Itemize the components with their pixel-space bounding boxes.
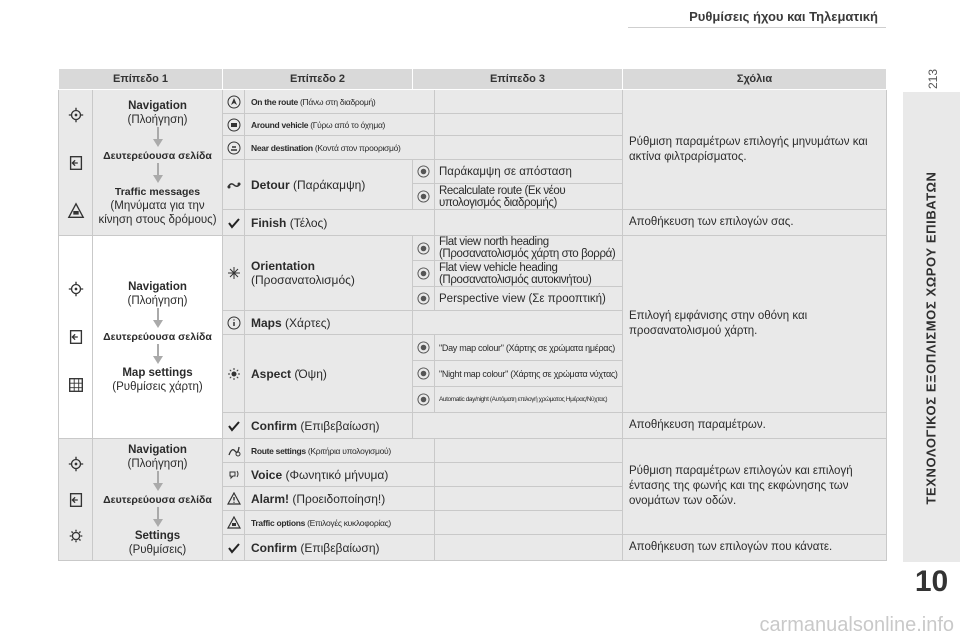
level1-page: Map settings xyxy=(122,367,193,379)
level2-item[interactable]: Confirm (Επιβεβαίωση) xyxy=(245,413,413,439)
navigation-icon[interactable] xyxy=(66,454,86,474)
down-arrow-icon xyxy=(97,163,218,185)
level3-empty xyxy=(435,210,623,236)
radio-icon[interactable] xyxy=(413,160,435,184)
level3-empty xyxy=(435,487,623,511)
aspect-icon[interactable] xyxy=(223,335,245,413)
level2-item[interactable]: Voice (Φωνητικό μήνυμα) xyxy=(245,463,435,487)
level2-item[interactable]: Traffic options (Επιλογές κυκλοφορίας) xyxy=(245,511,435,535)
around-vehicle-icon[interactable] xyxy=(223,114,245,136)
level3-empty xyxy=(435,511,623,535)
column-header: Σχόλια xyxy=(623,69,887,90)
level2-item[interactable]: Alarm! (Προειδοποίηση!) xyxy=(245,487,435,511)
level1-page-gr: (Μηνύματα για την κίνηση στους δρόμους) xyxy=(98,199,217,226)
level1-cell xyxy=(93,236,223,439)
level3-option[interactable]: Παράκαμψη σε απόσταση xyxy=(435,160,623,184)
settings-table xyxy=(58,68,887,561)
level3-option[interactable]: Perspective view (Σε προοπτική) xyxy=(435,287,623,311)
level3-empty xyxy=(435,439,623,463)
level1-title: Navigation xyxy=(128,281,187,293)
info-icon[interactable] xyxy=(223,311,245,335)
back-icon[interactable] xyxy=(66,327,86,347)
radio-icon[interactable] xyxy=(413,184,435,210)
level2-item[interactable]: Orientation (Προσανατολισμός) xyxy=(245,236,413,311)
level1-page-gr: (Ρυθμίσεις) xyxy=(128,543,187,556)
down-arrow-icon xyxy=(97,507,218,529)
level3-option[interactable]: Automatic day/night (Αυτόματη επιλογή χρώματος Ημέρας/Νύχτας) xyxy=(435,387,623,413)
level2-item[interactable]: Near destination (Κοντά στον προορισμό) xyxy=(245,136,435,160)
level1-page: Settings xyxy=(134,529,181,542)
comment-cell: Ρύθμιση παραμέτρων επιλογών και επιλογή έντασης της φωνής και της εκφώνησης των ονομάτων των οδών. xyxy=(623,439,887,535)
down-arrow-icon xyxy=(97,308,218,330)
comment-cell: Ρύθμιση παραμέτρων επιλογής μηνυμάτων και ακτίνα φιλτραρίσματος. xyxy=(623,90,887,210)
column-header: Επίπεδο 2 xyxy=(223,69,413,90)
level1-secondary: Δευτερεύουσα σελίδα xyxy=(103,331,212,343)
chapter-side-tab-text: ΤΕΧΝΟΛΟΓΙΚΟΣ ΕΞΟΠΛΙΣΜΟΣ ΧΩΡΟΥ ΕΠΙΒΑΤΩΝ xyxy=(923,171,939,505)
level2-item[interactable]: Around vehicle (Γύρω από το όχημα) xyxy=(245,114,435,136)
level1-title: Navigation xyxy=(128,99,187,112)
down-arrow-icon xyxy=(97,344,218,366)
down-arrow-icon xyxy=(97,471,218,493)
detour-icon[interactable] xyxy=(223,160,245,210)
comment-cell: Επιλογή εμφάνισης στην οθόνη και προσανατολισμού χάρτη. xyxy=(623,236,887,413)
traffic-icon[interactable] xyxy=(66,201,86,221)
level1-secondary: Δευτερεύουσα σελίδα xyxy=(103,149,212,162)
column-header: Επίπεδο 1 xyxy=(59,69,223,90)
traffic-options-icon[interactable] xyxy=(223,511,245,535)
level3-option[interactable]: "Day map colour" (Χάρτης σε χρώματα ημέρας) xyxy=(435,335,623,361)
down-arrow-icon xyxy=(97,127,218,149)
level2-item[interactable]: Detour (Παράκαμψη) xyxy=(245,160,413,210)
level3-empty xyxy=(435,136,623,160)
level2-item[interactable]: On the route (Πάνω στη διαδρομή) xyxy=(245,90,435,114)
level2-item[interactable]: Finish (Τέλος) xyxy=(245,210,435,236)
page-header-title: Ρυθμίσεις ήχου και Τηλεματική xyxy=(689,9,878,24)
table-row xyxy=(59,90,887,114)
page-number: 213 xyxy=(926,68,940,90)
map-grid-icon[interactable] xyxy=(66,375,86,395)
level1-icons xyxy=(59,236,93,439)
level1-title-gr: (Πλοήγηση) xyxy=(127,457,188,470)
alarm-warning-icon[interactable] xyxy=(223,487,245,511)
level3-empty xyxy=(435,535,623,561)
level3-option[interactable]: Flat view north heading (Προσανατολισμός χάρτη στο βορρά) xyxy=(435,236,623,261)
column-header: Επίπεδο 3 xyxy=(413,69,623,90)
chapter-number: 10 xyxy=(914,565,949,598)
radio-icon[interactable] xyxy=(413,335,435,361)
level3-empty xyxy=(435,90,623,114)
check-icon[interactable] xyxy=(223,210,245,236)
level1-page: Traffic messages xyxy=(114,185,201,198)
radio-icon[interactable] xyxy=(413,387,435,413)
navigation-icon[interactable] xyxy=(66,279,86,299)
settings-icon[interactable] xyxy=(66,526,86,546)
level1-title-gr: (Πλοήγηση) xyxy=(127,295,188,307)
check-icon[interactable] xyxy=(223,413,245,439)
comment-cell: Αποθήκευση των επιλογών σας. xyxy=(623,210,887,236)
table-row xyxy=(59,236,887,261)
navigation-icon[interactable] xyxy=(66,105,86,125)
header-rule xyxy=(628,27,886,28)
level3-empty xyxy=(435,463,623,487)
level3-empty xyxy=(435,114,623,136)
level1-cell xyxy=(93,439,223,561)
orientation-icon[interactable] xyxy=(223,236,245,311)
route-settings-icon[interactable] xyxy=(223,439,245,463)
back-icon[interactable] xyxy=(66,490,86,510)
radio-icon[interactable] xyxy=(413,361,435,387)
level3-option[interactable]: Recalculate route (Εκ νέου υπολογισμός διαδρομής) xyxy=(435,184,623,210)
radio-icon[interactable] xyxy=(413,236,435,261)
near-destination-icon[interactable] xyxy=(223,136,245,160)
level3-option[interactable]: "Night map colour" (Χάρτης σε χρώματα νύχτας) xyxy=(435,361,623,387)
table-row xyxy=(59,439,887,463)
level1-title-gr: (Πλοήγηση) xyxy=(127,113,188,126)
level2-item[interactable]: Confirm (Επιβεβαίωση) xyxy=(245,535,435,561)
level2-item[interactable]: Aspect (Όψη) xyxy=(245,335,413,413)
level1-page-gr: (Ρυθμίσεις χάρτη) xyxy=(112,381,203,393)
check-icon[interactable] xyxy=(223,535,245,561)
comment-cell: Αποθήκευση παραμέτρων. xyxy=(623,413,887,439)
back-icon[interactable] xyxy=(66,153,86,173)
table-header-row xyxy=(59,69,887,90)
comment-cell: Αποθήκευση των επιλογών που κάνατε. xyxy=(623,535,887,561)
level3-empty xyxy=(413,311,623,335)
level1-icons xyxy=(59,439,93,561)
radio-icon[interactable] xyxy=(413,287,435,311)
level2-item[interactable]: Maps (Χάρτες) xyxy=(245,311,413,335)
level1-secondary: Δευτερεύουσα σελίδα xyxy=(103,493,212,506)
level2-item[interactable]: Route settings (Κριτήρια υπολογισμού) xyxy=(245,439,435,463)
level3-option[interactable]: Flat view vehicle heading (Προσανατολισμός αυτοκινήτου) xyxy=(435,261,623,287)
voice-icon[interactable] xyxy=(223,463,245,487)
level1-icons xyxy=(59,90,93,236)
on-route-icon[interactable] xyxy=(223,90,245,114)
level1-cell xyxy=(93,90,223,236)
radio-icon[interactable] xyxy=(413,261,435,287)
level1-title: Navigation xyxy=(128,443,187,456)
watermark: carmanualsonline.info xyxy=(759,614,954,636)
level3-empty xyxy=(413,413,623,439)
